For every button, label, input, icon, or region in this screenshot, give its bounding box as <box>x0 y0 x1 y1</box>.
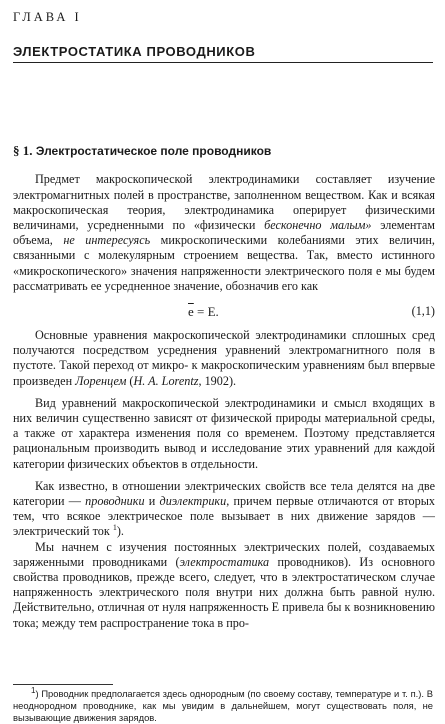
footnote-reference: 1 <box>112 523 117 533</box>
p5-text: Мы начнем с изучения постоянных электрических полей, создаваемых заряженными проводниками ( <box>13 539 435 569</box>
p2-text-c: , 1902). <box>198 373 237 388</box>
p4-text-c: , причем первые отличаются от вторых тем, что всякое электрическое поле вызывает в них движение зарядов — электрический ток <box>13 494 435 539</box>
p4-italic-2: диэлектрики <box>159 494 227 509</box>
paragraph-1 <box>13 172 435 294</box>
paragraph-3: Вид уравнений макроскопической электродинамики и смысл входящих в них величин существенно зависят от физической природы материальной среды, а также от характера изменения поля со временем. Поэтому представляется рациональным производить вывод и исследование этих уравнений для каждой категории физических объектов в отдельности. <box>13 395 435 471</box>
footnote <box>13 685 433 724</box>
footnote-divider <box>13 684 113 685</box>
p2-text: Основные уравнения макроскопической электродинамики сплошных сред получаются посредством усреднения уравнений электромагнитного поля в пустоте. Такой переход от микро- к макроскопическим уравнениям был впервые произведен <box>13 328 435 388</box>
p2-text-b: ( <box>126 373 134 388</box>
paragraph-5 <box>13 540 435 631</box>
footnote-mark: 1 <box>31 685 36 695</box>
p5-italic: электростатика <box>179 554 270 569</box>
equation-number: (1,1) <box>411 304 435 319</box>
p2-italic-latin-name: H. A. Lorentz <box>133 373 199 388</box>
equation-formula <box>188 304 219 319</box>
p1-text-b: элементам объема, <box>13 218 436 248</box>
p1-text-c: микроскопическими колебаниями этих величин, связанными с молекулярным строением вещества. Так, вместо истинного «микроскопического» значения напряженности электрического поля e мы будем рассматривать ее усредненное значение, обозначив его как <box>13 233 435 293</box>
footnote-text: ) Проводник предполагается здесь однородным (по своему составу, температуре и т. п.). В неоднородном проводнике, как мы увидим в дальнейшем, могут существовать поля, не вызывающие движения зарядов. <box>13 688 433 723</box>
p4-text-d: ). <box>116 524 124 539</box>
p1-text: Предмет макроскопической электродинамики составляет изучение электромагнитных полей в пространстве, заполненном веществом. Как и всякая макроскопическая теория, электродинамика оперирует физическими величинами, усредненными по «физически <box>13 172 435 233</box>
p4-italic-1: проводники <box>85 494 145 509</box>
equation-rhs: = E. <box>193 304 219 320</box>
footnote-line <box>13 685 433 724</box>
chapter-title: ЭЛЕКТРОСТАТИКА ПРОВОДНИКОВ <box>13 44 433 63</box>
p1-italic-2: не интересуясь <box>63 233 151 248</box>
paragraph-4 <box>13 479 435 540</box>
paragraph-2 <box>13 328 435 389</box>
p4-text: Как известно, в отношении электрических свойств все тела делятся на две категории — <box>13 478 435 509</box>
equation-lhs: $\overline{e}$ <box>188 304 194 320</box>
p1-italic-1: бесконечно малым» <box>264 218 372 233</box>
p5-text-b: проводников). Из основного свойства проводников, прежде всего, следует, что в электростатическом случае напряженность электрического поля внутри них должна быть равной нулю. Действительно, отличная от нуля напряженность E привела бы к возникновению тока; между тем распространение тока в про- <box>13 554 435 630</box>
p2-italic-name: Лоренцем <box>75 373 127 388</box>
equation-1-1 <box>13 298 435 324</box>
section-heading <box>13 143 435 159</box>
section-number: § 1. <box>13 143 33 159</box>
section-title: Электростатическое поле проводников <box>35 144 272 159</box>
chapter-header: ГЛАВА I <box>13 10 82 24</box>
p4-text-b: и <box>144 494 160 509</box>
body-text <box>13 172 435 630</box>
